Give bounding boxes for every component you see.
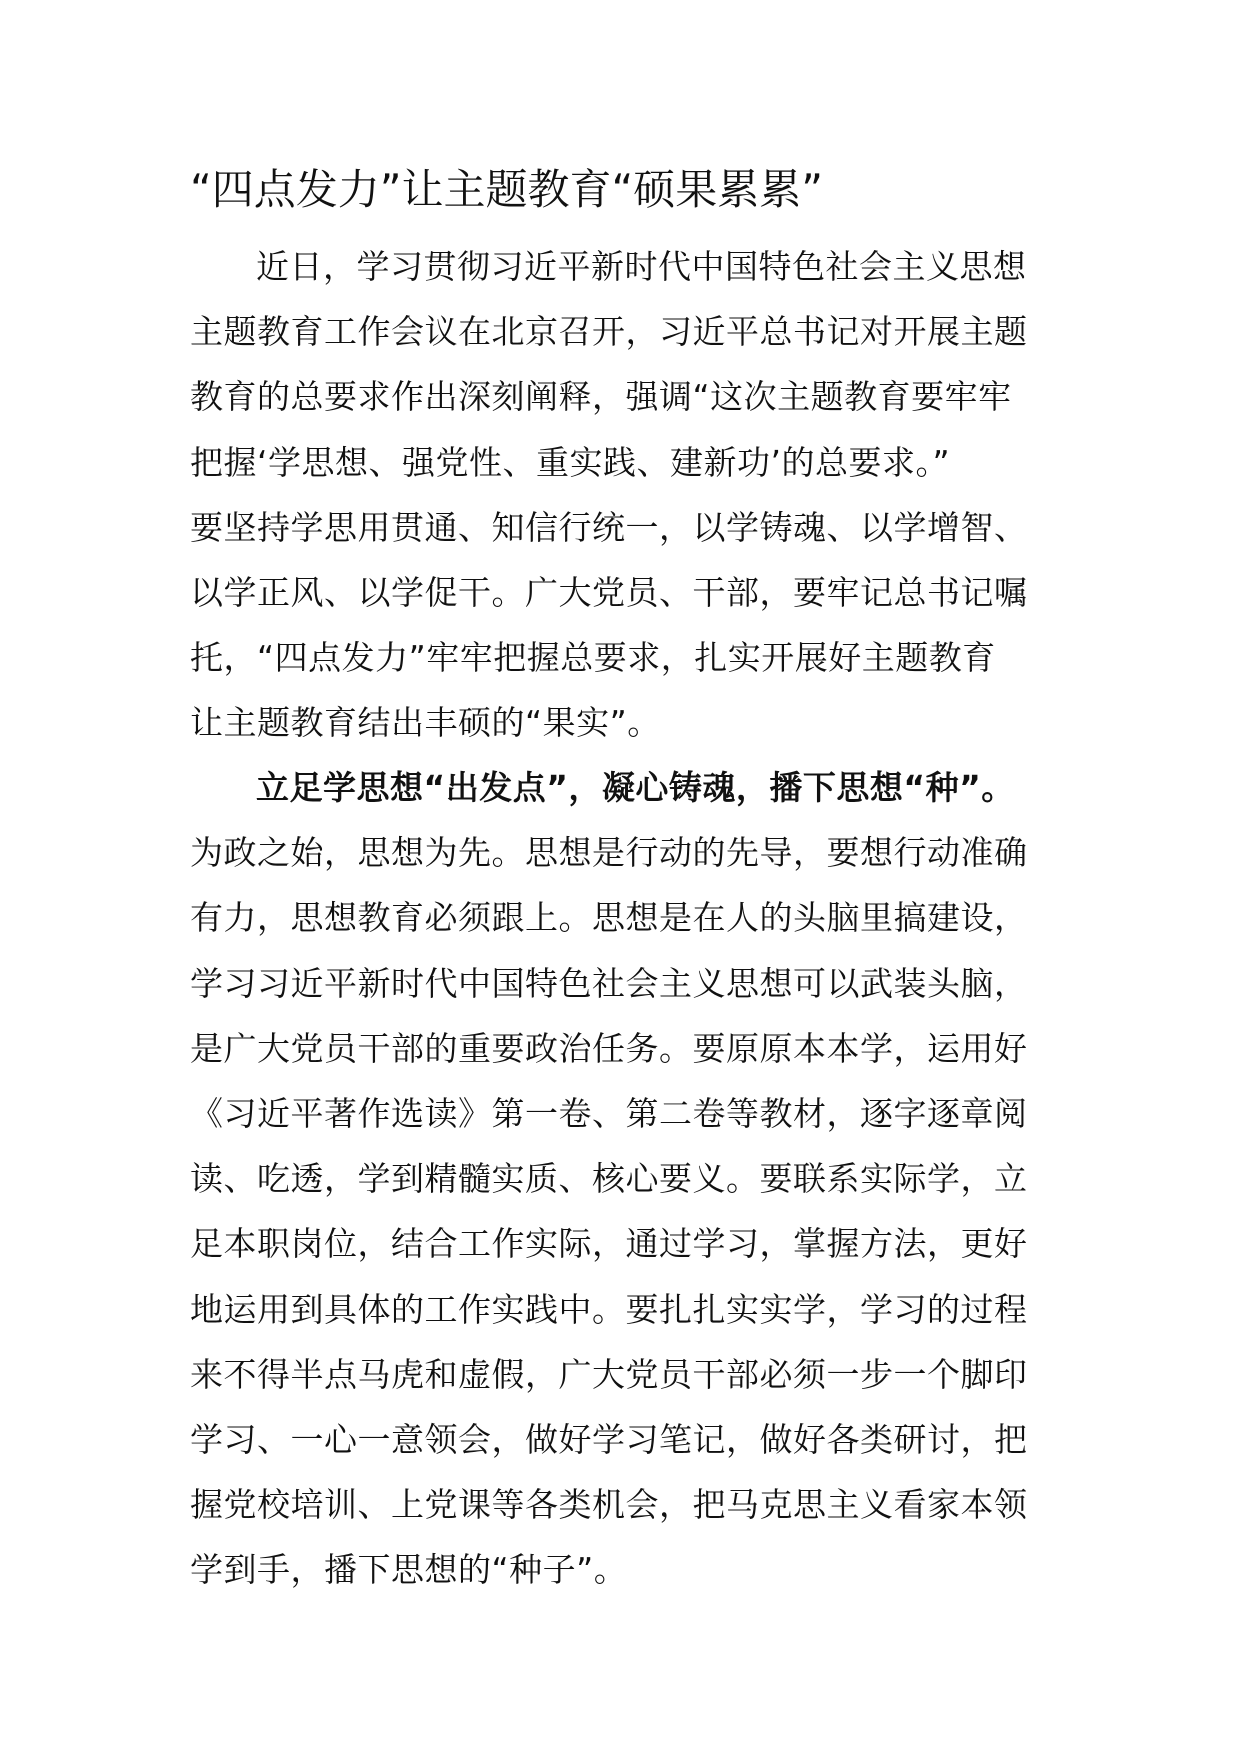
text-line: 有力，思想教育必须跟上。思想是在人的头脑里搞建设，: [190, 898, 1028, 938]
text-line: 学习、一心一意领会，做好学习笔记，做好各类研讨，把: [190, 1419, 1028, 1459]
document-title: “四点发力”让主题教育“硕果累累”: [190, 165, 824, 214]
text-line: 为政之始，思想为先。思想是行动的先导，要想行动准确: [190, 833, 1028, 873]
text-line: 近日，学习贯彻习近平新时代中国特色社会主义思想: [256, 247, 1027, 286]
text-line: 读、吃透，学到精髓实质、核心要义。要联系实际学，立: [190, 1159, 1028, 1199]
text-line: 足本职岗位，结合工作实际，通过学习，掌握方法，更好: [190, 1224, 1028, 1264]
text-line: 教育的总要求作出深刻阐释，强调“这次主题教育要牢牢: [190, 377, 1012, 417]
section-heading: 立足学思想“出发点”，凝心铸魂，播下思想“种”。: [256, 768, 1015, 807]
text-line: 是广大党员干部的重要政治任务。要原原本本学，运用好: [190, 1028, 1028, 1068]
paragraph-2: [190, 755, 1060, 1602]
text-line: 要坚持学思用贯通、知信行统一，以学铸魂、以学增智、: [190, 507, 1028, 547]
text-line: 学到手，播下思想的“种子”。: [190, 1550, 628, 1590]
text-line: 托，“四点发力”牢牢把握总要求，扎实开展好主题教育: [190, 638, 996, 678]
text-line: 来不得半点马虎和虚假，广大党员干部必须一步一个脚印: [190, 1354, 1028, 1394]
text-line: 主题教育工作会议在北京召开，习近平总书记对开展主题: [190, 312, 1028, 352]
text-line: 把握‘学思想、强党性、重实践、建新功’的总要求。”: [190, 442, 951, 482]
text-line: 握党校培训、上党课等各类机会，把马克思主义看家本领: [190, 1485, 1028, 1525]
text-line: 让主题教育结出丰硕的“果实”。: [190, 703, 661, 743]
text-line: 《习近平著作选读》第一卷、第二卷等教材，逐字逐章阅: [190, 1093, 1028, 1133]
text-line: 学习习近平新时代中国特色社会主义思想可以武装头脑，: [190, 963, 1028, 1003]
text-line: 地运用到具体的工作实践中。要扎扎实实学，学习的过程: [190, 1289, 1028, 1329]
paragraph-1: [190, 234, 1060, 756]
text-line: 以学正风、以学促干。广大党员、干部，要牢记总书记嘱: [190, 572, 1028, 612]
